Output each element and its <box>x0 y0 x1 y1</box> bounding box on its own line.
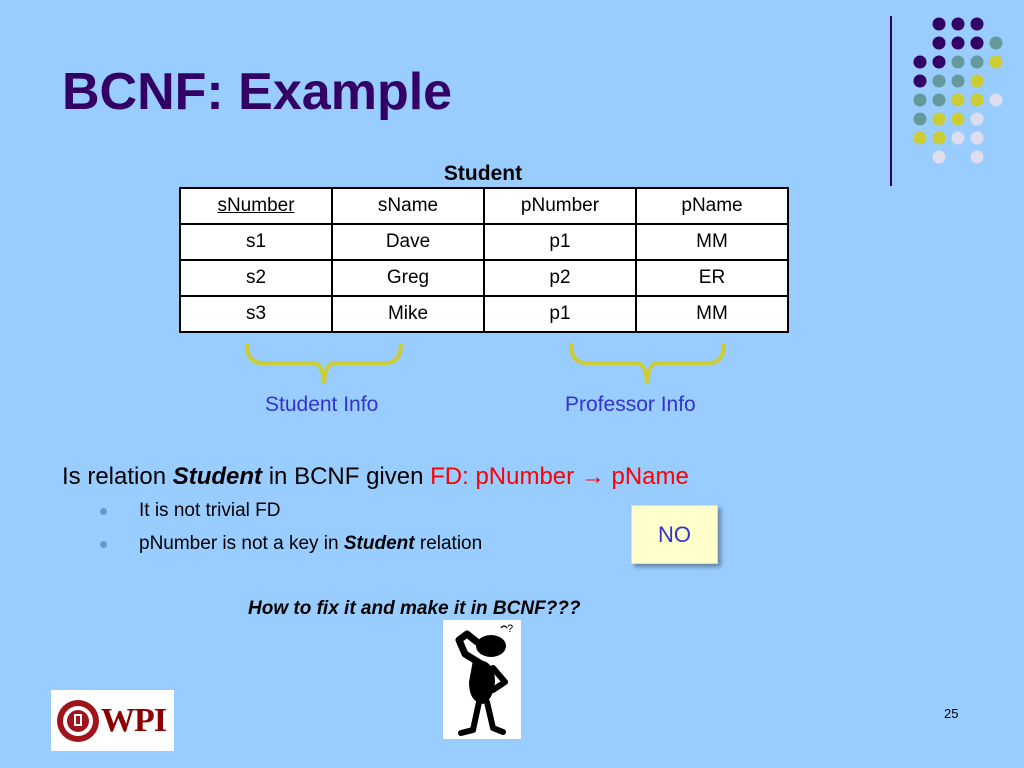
decor-dot <box>952 75 965 88</box>
wpi-logo-text: WPI <box>101 702 166 739</box>
table-cell: s3 <box>180 296 332 332</box>
question-prefix: Is relation <box>62 463 173 490</box>
table-row <box>180 224 788 260</box>
table-cell: p2 <box>484 260 636 296</box>
wpi-seal-icon <box>55 698 101 744</box>
decor-dot <box>914 132 927 145</box>
divider-line <box>890 16 892 186</box>
table-cell: p1 <box>484 224 636 260</box>
decor-dot <box>952 94 965 107</box>
table-cell: ER <box>636 260 788 296</box>
decor-dot <box>933 113 946 126</box>
header-cell: sNumber <box>180 188 332 224</box>
functional-dependency: FD: pNumber → pName <box>430 463 689 490</box>
bullet-dot-icon <box>100 508 107 515</box>
decor-dot <box>952 18 965 31</box>
left-brace-icon <box>247 343 401 384</box>
decor-dot <box>971 94 984 107</box>
table-cell: s1 <box>180 224 332 260</box>
table-cell: p1 <box>484 296 636 332</box>
header-cell: sName <box>332 188 484 224</box>
right-brace-icon <box>571 343 724 384</box>
table-header-row <box>180 188 788 224</box>
decor-dot <box>933 18 946 31</box>
table-cell: s2 <box>180 260 332 296</box>
table-row <box>180 296 788 332</box>
answer-box <box>631 505 718 564</box>
table-cell: Greg <box>332 260 484 296</box>
dot-grid-decoration <box>900 14 1010 169</box>
table-cell: Dave <box>332 224 484 260</box>
decor-dot <box>914 56 927 69</box>
decor-dot <box>971 132 984 145</box>
professor-info-label: Professor Info <box>565 393 696 416</box>
bcnf-question <box>62 463 689 491</box>
svg-text:?: ? <box>507 623 514 635</box>
decor-dot <box>914 75 927 88</box>
bullet-dot-icon <box>100 541 107 548</box>
decor-dot <box>933 56 946 69</box>
decor-dot <box>933 132 946 145</box>
bullet-text-before: pNumber is not a key in <box>139 533 344 554</box>
decor-dot <box>990 94 1003 107</box>
decor-dot <box>933 37 946 50</box>
bullet-text-emphasis: Student <box>343 533 415 554</box>
decor-dot <box>952 113 965 126</box>
decor-dot <box>971 18 984 31</box>
decor-dot <box>914 113 927 126</box>
answer-label: NO <box>658 521 691 547</box>
question-relation: Student <box>172 463 263 490</box>
header-cell: pNumber <box>484 188 636 224</box>
wpi-logo <box>51 690 174 751</box>
decor-dot <box>933 75 946 88</box>
table-row <box>180 260 788 296</box>
table-cell: MM <box>636 224 788 260</box>
decor-dot <box>952 132 965 145</box>
decor-dot <box>990 37 1003 50</box>
decor-dot <box>933 151 946 164</box>
decor-dot <box>971 75 984 88</box>
slide-number: 25 <box>944 706 959 721</box>
decor-dot <box>971 151 984 164</box>
decor-dot <box>952 37 965 50</box>
decor-dot <box>971 56 984 69</box>
decor-dot <box>914 94 927 107</box>
fix-question: How to fix it and make it in BCNF??? <box>248 598 581 619</box>
table-cell: Mike <box>332 296 484 332</box>
decor-dot <box>971 37 984 50</box>
table-cell: MM <box>636 296 788 332</box>
bullet-text: It is not trivial FD <box>139 500 281 521</box>
decor-dot <box>933 94 946 107</box>
header-cell: pName <box>636 188 788 224</box>
table-caption: Student <box>443 162 523 185</box>
slide-title: BCNF: Example <box>62 63 453 121</box>
decor-dot <box>971 113 984 126</box>
decor-dot <box>952 56 965 69</box>
thinking-person-icon <box>443 620 521 739</box>
student-info-label: Student Info <box>265 393 379 416</box>
bullet-text <box>139 533 482 555</box>
question-middle: in BCNF given <box>262 463 431 490</box>
decor-dot <box>990 56 1003 69</box>
bullet-text-after: relation <box>414 533 483 554</box>
student-table <box>179 187 789 333</box>
